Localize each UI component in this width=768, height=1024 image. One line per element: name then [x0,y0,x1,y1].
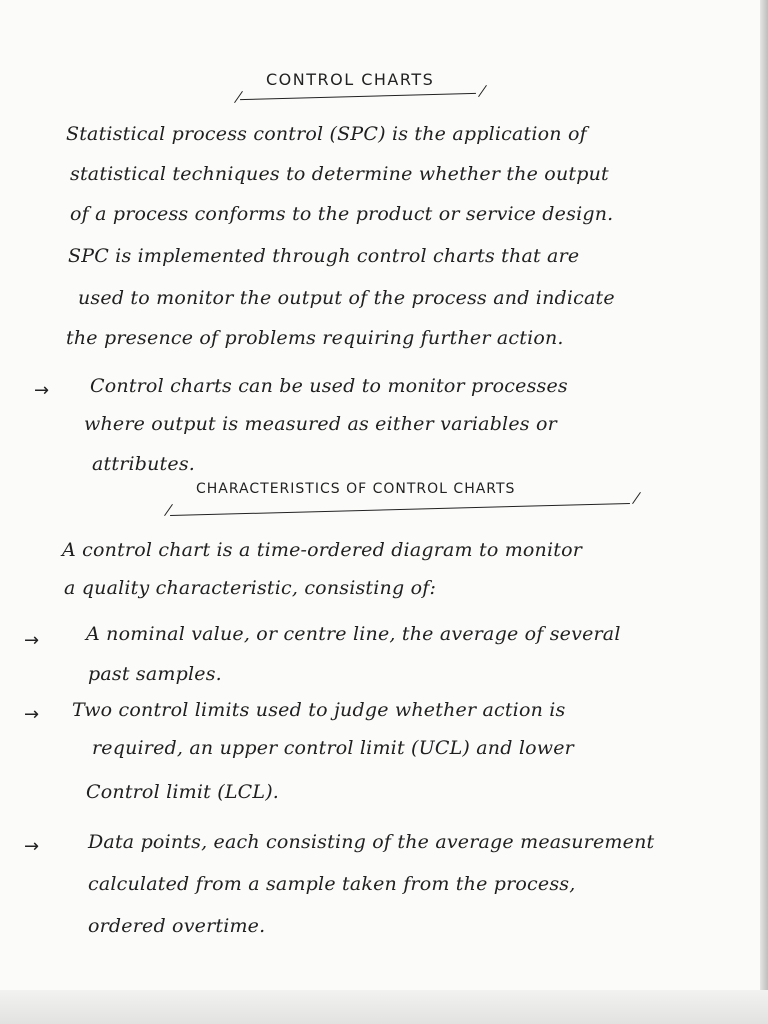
char-bullet1-line-1: A nominal value, or centre line, the average of several [86,623,621,645]
intro-line-1: Statistical process control (SPC) is the application of [66,123,587,145]
intro-line-3: of a process conforms to the product or service design. [70,203,614,225]
page-bottom-edge [0,990,768,1024]
char-bullet3-line-2: calculated from a sample taken from the process, [88,873,576,895]
char-bullet2-line-3: Control limit (LCL). [86,781,280,803]
section-heading: CHARACTERISTICS OF CONTROL CHARTS [196,481,516,497]
bullet1-line-2: where output is measured as either variables or [84,413,557,435]
page-edge [760,0,768,1024]
intro-line-6: the presence of problems requiring further action. [66,327,564,349]
char-intro-line-2: a quality characteristic, consisting of: [64,577,437,599]
intro-line-5: used to monitor the output of the process and indicate [78,287,615,309]
intro-line-2: statistical techniques to determine whether the output [70,163,609,185]
char-intro-line-1: A control chart is a time-ordered diagram to monitor [62,539,583,561]
arrow-bullet-3: → [24,704,40,725]
char-bullet2-line-2: required, an upper control limit (UCL) and lower [92,737,574,759]
char-bullet1-line-2: past samples. [88,663,222,685]
arrow-bullet-2: → [24,630,40,651]
arrow-bullet-1: → [34,380,50,401]
bullet1-line-1: Control charts can be used to monitor processes [90,375,568,397]
char-bullet3-line-1: Data points, each consisting of the average measurement [88,831,655,853]
intro-line-4: SPC is implemented through control charts that are [68,245,580,267]
page-title: CONTROL CHARTS [266,70,435,89]
char-bullet3-line-3: ordered overtime. [88,915,266,937]
bullet1-line-3: attributes. [92,453,196,475]
arrow-bullet-4: → [24,836,40,857]
char-bullet2-line-1: Two control limits used to judge whether action is [72,699,566,721]
